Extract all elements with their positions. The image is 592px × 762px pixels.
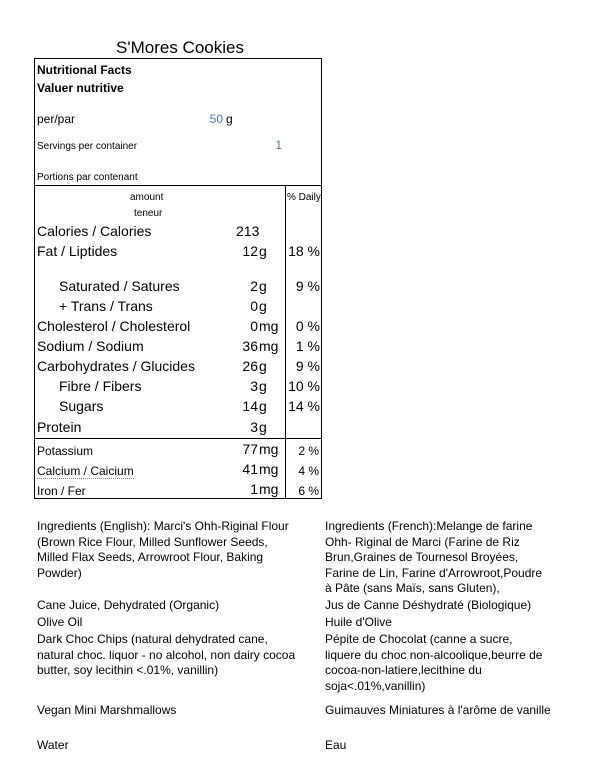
nutrient-unit: g <box>259 398 267 414</box>
ingredients-fr-item: Pépite de Chocolat (canne a sucre, liquere du choc non-alcoolique,beurre de cocoa-non-latiere,lecithine du soja<.01%,vanillin) <box>325 632 543 693</box>
nutrient-unit: g <box>259 278 267 294</box>
nutrient-daily: 6 % <box>298 484 319 498</box>
nutrient-value: 2 <box>250 278 258 294</box>
nutrient-daily: 4 % <box>298 464 319 478</box>
daily-header: % Daily <box>287 192 321 203</box>
nutrient-value: 3 <box>250 378 258 394</box>
nutrient-daily: 14 % <box>288 398 320 414</box>
per-label: per/par <box>37 112 76 126</box>
nutrient-label: Fat / Liptides <box>37 243 118 259</box>
amount-header: amount <box>130 192 164 203</box>
nutrient-value: 0 <box>250 318 258 334</box>
nutrient-label: Saturated / Satures <box>59 278 180 294</box>
nutrient-daily: 0 % <box>295 318 320 334</box>
nutrition-header-fr: Valuer nutritive <box>37 81 124 95</box>
nutrient-daily: 1 % <box>295 338 320 354</box>
nutrient-value: 77 <box>242 441 258 457</box>
nutrient-label: Calories / Calories <box>37 223 152 239</box>
nutrient-label: Fibre / Fibers <box>59 378 142 394</box>
nutrient-value: 12 <box>242 243 258 259</box>
nutrient-value: 1 <box>250 481 258 497</box>
serving-unit: g <box>226 112 233 126</box>
nutrient-daily: 2 % <box>298 444 319 458</box>
ingredients-en-item: Olive Oil <box>37 615 83 629</box>
teneur-header: teneur <box>134 208 163 219</box>
nutrient-value: 41 <box>242 461 258 477</box>
nutrient-label: + Trans / Trans <box>59 298 153 314</box>
ingredients-en-item: Water <box>37 738 69 752</box>
nutrient-unit: mg <box>259 318 279 334</box>
nutrient-label: Sodium / Sodium <box>37 338 144 354</box>
nutrient-label: Cholesterol / Cholesterol <box>37 318 191 334</box>
nutrient-label: Carbohydrates / Glucides <box>37 358 195 374</box>
nutrient-unit: mg <box>259 461 279 477</box>
nutrient-value: 14 <box>242 398 258 414</box>
nutrient-label: Iron / Fer <box>37 484 86 498</box>
divider <box>35 438 322 439</box>
divider <box>35 185 322 186</box>
ingredients-fr-item: Eau <box>325 738 347 752</box>
nutrient-daily: 9 % <box>295 358 320 374</box>
nutrient-daily: 18 % <box>288 243 320 259</box>
page-title: S'Mores Cookies <box>116 38 244 57</box>
nutrient-unit: g <box>259 243 267 259</box>
ingredients-fr-item: Jus de Canne Déshydraté (Biologique) <box>325 598 532 612</box>
ingredients-en-item: Vegan Mini Marshmallows <box>37 703 177 717</box>
nutrition-header-en: Nutritional Facts <box>37 63 132 77</box>
ingredients-fr-item: Guimauves Miniatures à l'arôme de vanille <box>325 703 551 717</box>
nutrient-daily: 10 % <box>288 378 320 394</box>
nutrient-unit: mg <box>259 338 279 354</box>
serving-amount: 50 <box>209 112 223 126</box>
ingredients-en-item: Dark Choc Chips (natural dehydrated cane, natural choc. liquor - no alcohol, non dairy cocoa butter, soy lecithin <.01%, vanillin) <box>37 632 296 677</box>
nutrient-unit: g <box>259 358 267 374</box>
nutrient-label <box>37 464 134 478</box>
nutrient-value: 213 <box>236 223 260 239</box>
nutrient-unit: g <box>259 419 267 435</box>
ingredients-en-item: Cane Juice, Dehydrated (Organic) <box>37 598 220 612</box>
servings-per-container-label: Servings per container <box>37 141 138 152</box>
nutrient-value: 26 <box>242 358 258 374</box>
servings-value: 1 <box>275 138 282 152</box>
calcium-label-text: Calcium / Caicium <box>37 464 134 478</box>
nutrient-value: 0 <box>250 298 258 314</box>
portions-label: Portions par contenant <box>37 172 138 183</box>
ingredients-fr-main: Ingredients (French):Melange de farine Ohh- Riginal de Marci (Farine de Riz Brun,Graines de Tournesol Broyées, Farine de Lin, Farine d'Arrowroot,Poudre à Pâte (sans Maïs, sans Gluten), <box>325 519 543 595</box>
nutrient-label: Protein <box>37 419 82 435</box>
nutrient-label: Potassium <box>37 444 94 458</box>
nutrient-unit: mg <box>259 441 279 457</box>
nutrient-label: Sugars <box>59 398 104 414</box>
nutrient-unit: g <box>259 298 267 314</box>
nutrient-unit: g <box>259 378 267 394</box>
ingredients-en-main: Ingredients (English): Marci's Ohh-Riginal Flour (Brown Rice Flour, Milled Sunflower Seeds, Milled Flax Seeds, Arrowroot Flour, Baking Powder) <box>37 519 289 580</box>
nutrient-value: 36 <box>242 338 258 354</box>
ingredients-fr-item: Huile d'Olive <box>325 615 392 629</box>
nutrient-value: 3 <box>250 419 258 435</box>
nutrient-unit: mg <box>259 481 279 497</box>
nutrient-daily: 9 % <box>295 278 320 294</box>
